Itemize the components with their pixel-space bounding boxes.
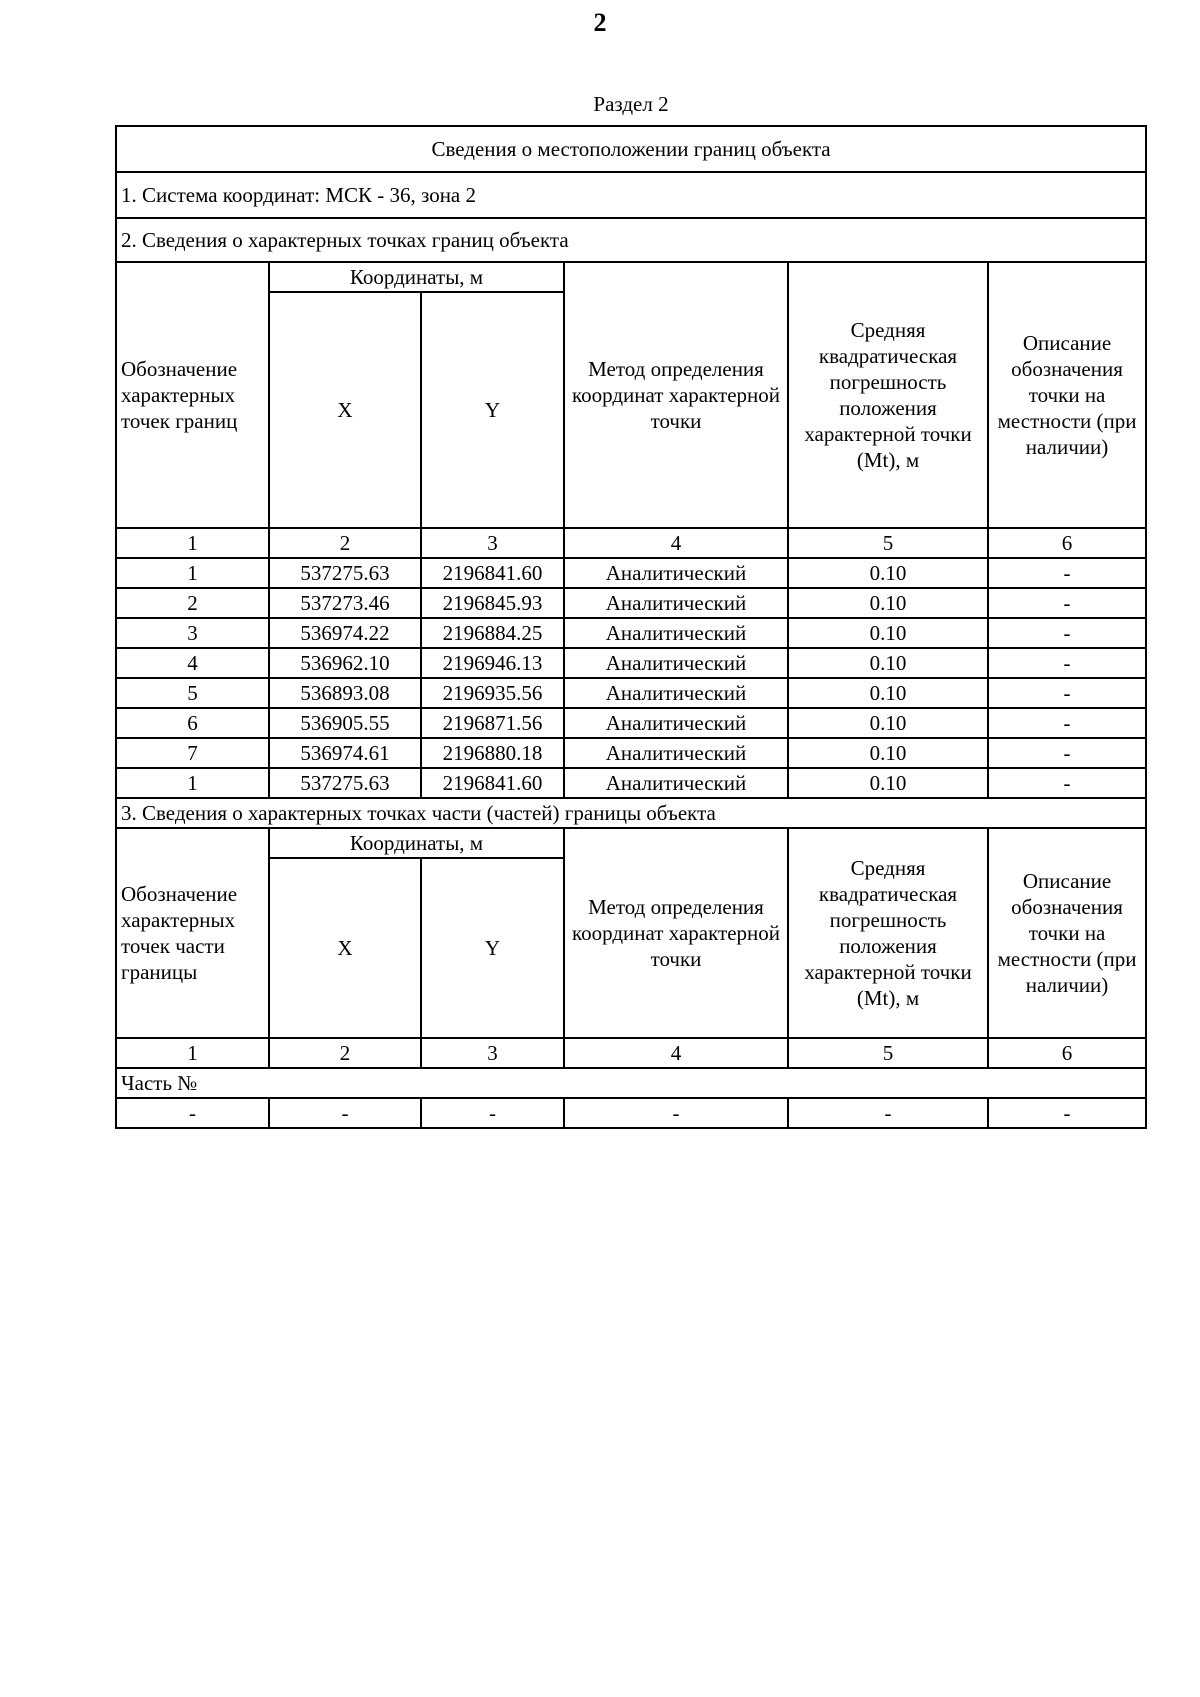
method-cell: Аналитический bbox=[564, 768, 788, 798]
x-cell: 536974.22 bbox=[269, 618, 421, 648]
column-number: 5 bbox=[788, 528, 988, 558]
boundary-table bbox=[115, 125, 1147, 1129]
table-row bbox=[116, 1098, 1146, 1128]
point-cell: 7 bbox=[116, 738, 269, 768]
points-section-title: 2. Сведения о характерных точках границ объекта bbox=[116, 218, 1146, 262]
header-description: Описание обозначения точки на местности (при наличии) bbox=[988, 262, 1146, 528]
y-cell: 2196880.18 bbox=[421, 738, 564, 768]
table-row bbox=[116, 648, 1146, 678]
parts-column-numbers-row bbox=[116, 1038, 1146, 1068]
description-cell: - bbox=[988, 738, 1146, 768]
column-numbers-row bbox=[116, 528, 1146, 558]
method-cell: Аналитический bbox=[564, 738, 788, 768]
error-cell: 0.10 bbox=[788, 618, 988, 648]
x-cell: 536962.10 bbox=[269, 648, 421, 678]
table-row bbox=[116, 768, 1146, 798]
x-cell: 536974.61 bbox=[269, 738, 421, 768]
parts-header-description: Описание обозначения точки на местности (при наличии) bbox=[988, 828, 1146, 1038]
y-cell: 2196871.56 bbox=[421, 708, 564, 738]
page-number: 2 bbox=[593, 8, 607, 37]
description-cell: - bbox=[988, 768, 1146, 798]
table-row bbox=[116, 708, 1146, 738]
part-label: Часть № bbox=[116, 1068, 1146, 1098]
y-cell: 2196946.13 bbox=[421, 648, 564, 678]
point-cell: 1 bbox=[116, 558, 269, 588]
header-x: X bbox=[269, 292, 421, 528]
header-error: Средняя квадратическая погрешность положения характерной точки (Mt), м bbox=[788, 262, 988, 528]
empty-cell: - bbox=[269, 1098, 421, 1128]
column-number: 6 bbox=[988, 1038, 1146, 1068]
empty-cell: - bbox=[788, 1098, 988, 1128]
x-cell: 537275.63 bbox=[269, 768, 421, 798]
column-number: 1 bbox=[116, 528, 269, 558]
empty-cell: - bbox=[564, 1098, 788, 1128]
empty-cell: - bbox=[988, 1098, 1146, 1128]
error-cell: 0.10 bbox=[788, 738, 988, 768]
method-cell: Аналитический bbox=[564, 588, 788, 618]
point-cell: 1 bbox=[116, 768, 269, 798]
description-cell: - bbox=[988, 708, 1146, 738]
column-number: 4 bbox=[564, 1038, 788, 1068]
description-cell: - bbox=[988, 678, 1146, 708]
y-cell: 2196841.60 bbox=[421, 768, 564, 798]
empty-cell: - bbox=[116, 1098, 269, 1128]
column-number: 5 bbox=[788, 1038, 988, 1068]
method-cell: Аналитический bbox=[564, 618, 788, 648]
x-cell: 537273.46 bbox=[269, 588, 421, 618]
section-title: Раздел 2 bbox=[593, 92, 669, 116]
header-method: Метод определения координат характерной точки bbox=[564, 262, 788, 528]
error-cell: 0.10 bbox=[788, 678, 988, 708]
error-cell: 0.10 bbox=[788, 648, 988, 678]
y-cell: 2196841.60 bbox=[421, 558, 564, 588]
x-cell: 536893.08 bbox=[269, 678, 421, 708]
method-cell: Аналитический bbox=[564, 678, 788, 708]
parts-section-title: 3. Сведения о характерных точках части (частей) границы объекта bbox=[116, 798, 1146, 828]
error-cell: 0.10 bbox=[788, 708, 988, 738]
column-number: 2 bbox=[269, 528, 421, 558]
column-number: 6 bbox=[988, 528, 1146, 558]
description-cell: - bbox=[988, 588, 1146, 618]
parts-header-error: Средняя квадратическая погрешность положения характерной точки (Mt), м bbox=[788, 828, 988, 1038]
y-cell: 2196845.93 bbox=[421, 588, 564, 618]
column-number: 4 bbox=[564, 528, 788, 558]
header-designation: Обозначение характерных точек границ bbox=[116, 262, 269, 528]
method-cell: Аналитический bbox=[564, 648, 788, 678]
y-cell: 2196884.25 bbox=[421, 618, 564, 648]
column-number: 3 bbox=[421, 528, 564, 558]
method-cell: Аналитический bbox=[564, 708, 788, 738]
table-row bbox=[116, 588, 1146, 618]
point-cell: 3 bbox=[116, 618, 269, 648]
table-row bbox=[116, 558, 1146, 588]
error-cell: 0.10 bbox=[788, 558, 988, 588]
error-cell: 0.10 bbox=[788, 588, 988, 618]
coord-system: 1. Система координат: МСК - 36, зона 2 bbox=[116, 172, 1146, 218]
point-cell: 4 bbox=[116, 648, 269, 678]
point-cell: 6 bbox=[116, 708, 269, 738]
point-cell: 2 bbox=[116, 588, 269, 618]
column-number: 2 bbox=[269, 1038, 421, 1068]
parts-header-coordinates: Координаты, м bbox=[269, 828, 564, 858]
column-number: 3 bbox=[421, 1038, 564, 1068]
point-cell: 5 bbox=[116, 678, 269, 708]
column-number: 1 bbox=[116, 1038, 269, 1068]
x-cell: 537275.63 bbox=[269, 558, 421, 588]
parts-header-x: X bbox=[269, 858, 421, 1038]
description-cell: - bbox=[988, 618, 1146, 648]
parts-header-y: Y bbox=[421, 858, 564, 1038]
table-row bbox=[116, 678, 1146, 708]
table-row bbox=[116, 618, 1146, 648]
parts-header-designation: Обозначение характерных точек части границы bbox=[116, 828, 269, 1038]
method-cell: Аналитический bbox=[564, 558, 788, 588]
table-title: Сведения о местоположении границ объекта bbox=[116, 126, 1146, 172]
table-row bbox=[116, 738, 1146, 768]
header-y: Y bbox=[421, 292, 564, 528]
parts-header-method: Метод определения координат характерной точки bbox=[564, 828, 788, 1038]
description-cell: - bbox=[988, 648, 1146, 678]
error-cell: 0.10 bbox=[788, 768, 988, 798]
header-coordinates: Координаты, м bbox=[269, 262, 564, 292]
x-cell: 536905.55 bbox=[269, 708, 421, 738]
empty-cell: - bbox=[421, 1098, 564, 1128]
description-cell: - bbox=[988, 558, 1146, 588]
y-cell: 2196935.56 bbox=[421, 678, 564, 708]
